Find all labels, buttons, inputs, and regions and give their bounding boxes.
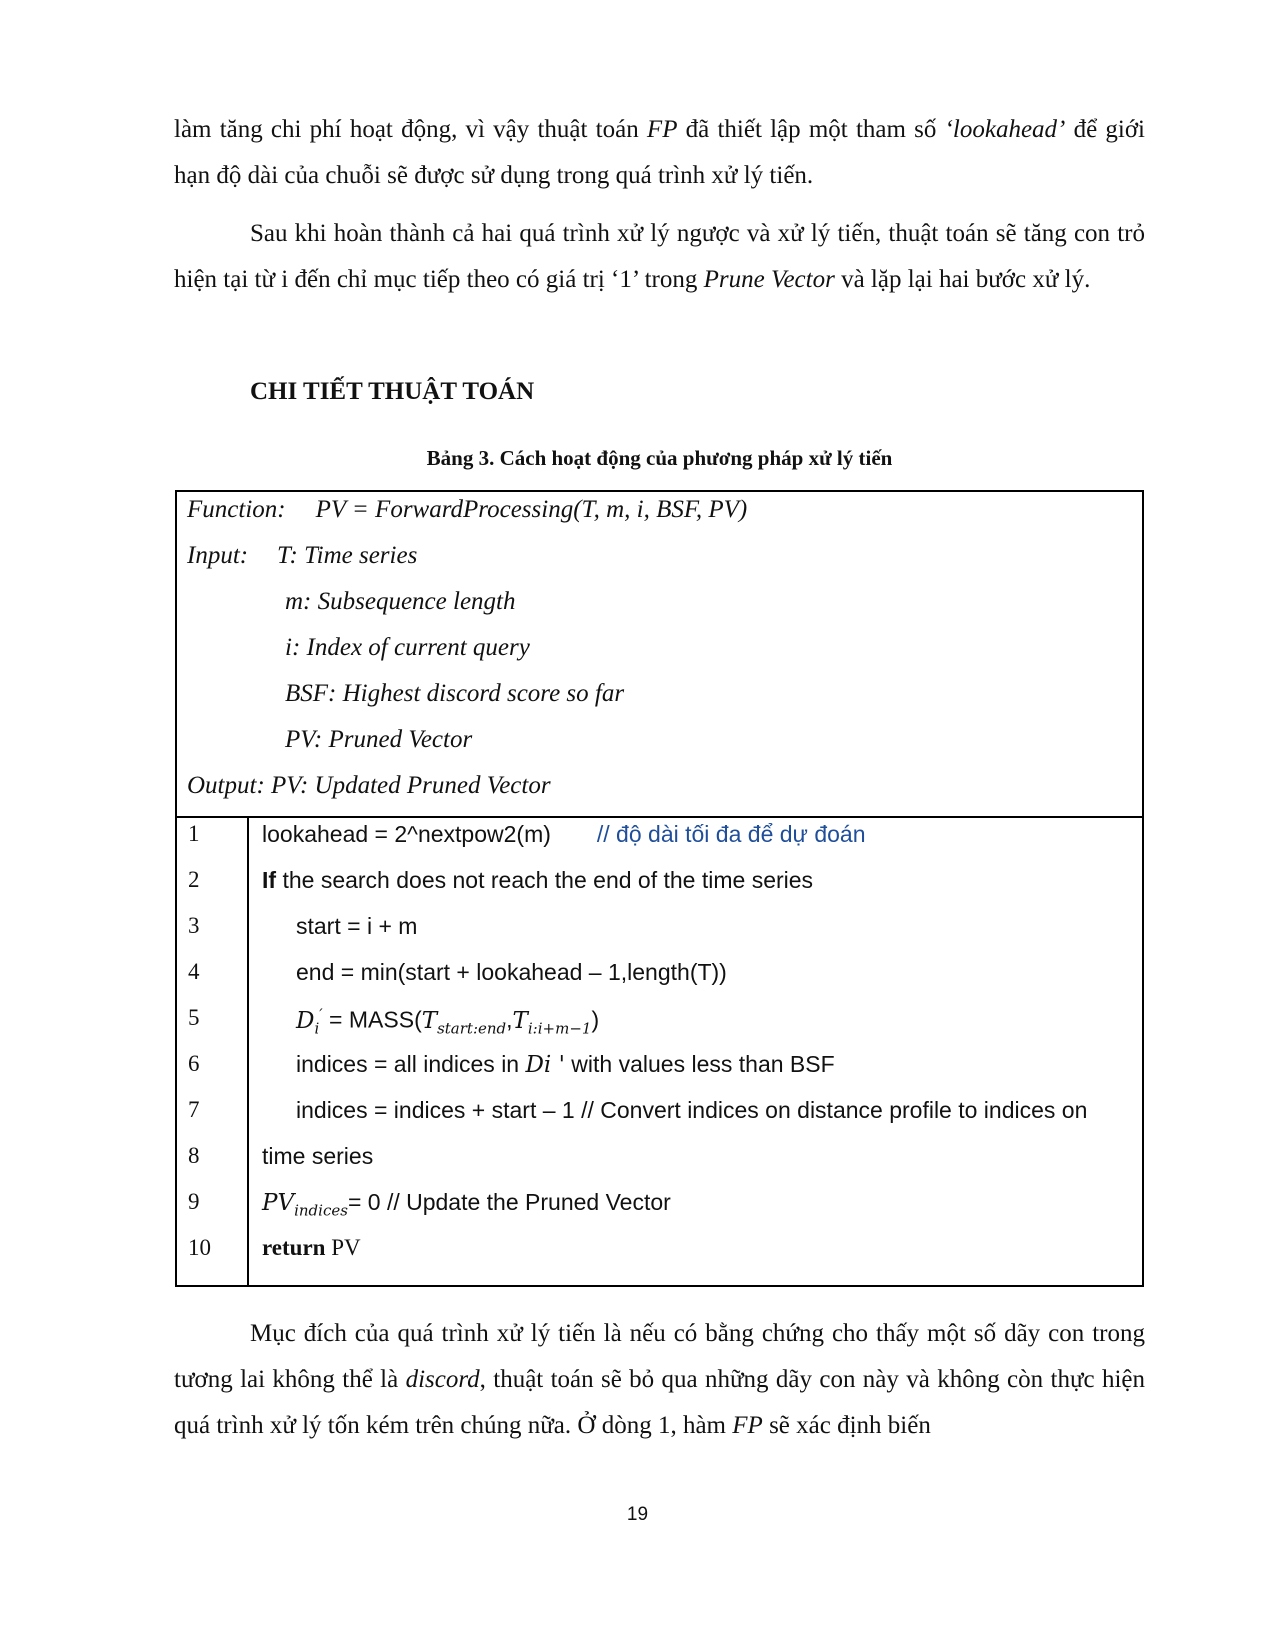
input-item: T: Time series bbox=[277, 542, 418, 569]
page-number: 19 bbox=[626, 1504, 649, 1525]
discord-term: discord bbox=[405, 1366, 480, 1393]
text-span: đã thiết lập một tham số bbox=[677, 116, 945, 143]
algorithm-header bbox=[177, 492, 1142, 818]
code-text: = 0 // Update the Pruned Vector bbox=[347, 1189, 671, 1215]
math-t-range bbox=[421, 1007, 507, 1038]
math-pv bbox=[262, 1190, 348, 1220]
code-text: lookahead = 2^nextpow2(m) bbox=[262, 821, 551, 847]
line-number-column bbox=[177, 816, 249, 1285]
math-symbol: PV bbox=[262, 1190, 295, 1216]
text-span: Sau khi hoàn thành cả hai quá trình xử lý ngược và xử lý tiến, thuật toán sẽ tăng con trỏ hiện tại từ i đến chỉ mục tiếp theo có giá trị ‘1’ trong bbox=[174, 220, 1145, 293]
line-number: 8 bbox=[188, 1143, 200, 1168]
code-text: = MASS( bbox=[322, 1006, 422, 1033]
math-t-query bbox=[512, 1007, 592, 1038]
math-di: Di ' bbox=[525, 1052, 565, 1078]
line-number: 3 bbox=[188, 913, 200, 938]
math-symbol: T bbox=[421, 1007, 438, 1034]
code-text: indices = all indices in bbox=[296, 1051, 526, 1077]
math-d bbox=[296, 1005, 323, 1038]
code-text: , bbox=[506, 1006, 513, 1033]
code-line-9 bbox=[262, 1189, 671, 1220]
code-line-6 bbox=[296, 1051, 835, 1078]
math-symbol: T bbox=[512, 1007, 528, 1034]
text-span: Mục đích của quá trình xử lý tiến là nếu có bằng chứng cho thấy một số dãy con trong tương lai không thể là bbox=[174, 1320, 1145, 1393]
input-item: i: Index of current query bbox=[285, 634, 530, 661]
section-heading: CHI TIẾT THUẬT TOÁN bbox=[250, 378, 535, 405]
prune-vector-term: Prune Vector bbox=[703, 266, 835, 293]
input-item: BSF: Highest discord score so far bbox=[285, 680, 625, 707]
input-label: Input: bbox=[187, 542, 249, 569]
keyword-if: If bbox=[262, 867, 277, 893]
outro-paragraph bbox=[174, 1311, 1145, 1449]
text-span: làm tăng chi phí hoạt động, vì vậy thuật toán bbox=[174, 116, 647, 143]
code-line-1 bbox=[262, 821, 866, 848]
line-number: 6 bbox=[188, 1051, 200, 1076]
table-caption: Bảng 3. Cách hoạt động của phương pháp xử lý tiến bbox=[426, 446, 893, 470]
text-span: sẽ xác định biến bbox=[762, 1412, 931, 1439]
code-text: PV bbox=[325, 1235, 361, 1260]
algorithm-table bbox=[175, 490, 1144, 1287]
intro-paragraph-2 bbox=[174, 211, 1145, 303]
line-number: 7 bbox=[188, 1097, 200, 1122]
text-span: để giới hạn độ dài của chuỗi sẽ được sử dụng trong quá trình xử lý tiến. bbox=[174, 116, 1145, 189]
code-line-10 bbox=[262, 1235, 361, 1261]
function-label: Function: bbox=[187, 496, 286, 523]
keyword-return: return bbox=[262, 1235, 326, 1260]
math-subscript: i bbox=[314, 1019, 320, 1038]
code-line-5 bbox=[296, 1005, 599, 1037]
code-text: with values less than BSF bbox=[564, 1051, 835, 1077]
code-text: the search does not reach the end of the time series bbox=[276, 867, 814, 893]
math-subscript: indices bbox=[294, 1201, 348, 1220]
code-comment: // độ dài tối đa để dự đoán bbox=[596, 821, 866, 847]
output-line: Output: PV: Updated Pruned Vector bbox=[187, 772, 551, 799]
lookahead-term: ‘lookahead’ bbox=[944, 116, 1066, 143]
input-item: PV: Pruned Vector bbox=[285, 726, 473, 753]
fp-term: FP bbox=[732, 1412, 763, 1439]
line-number: 1 bbox=[188, 821, 200, 846]
code-line-3: start = i + m bbox=[296, 913, 418, 939]
line-number: 4 bbox=[188, 959, 200, 984]
intro-paragraph-1 bbox=[174, 107, 1145, 199]
input-item: m: Subsequence length bbox=[285, 588, 516, 615]
function-line bbox=[187, 496, 747, 524]
code-line-8: time series bbox=[262, 1143, 374, 1169]
math-subscript: i:i+m−1 bbox=[527, 1019, 592, 1038]
code-line-2 bbox=[262, 867, 813, 894]
line-number: 2 bbox=[188, 867, 200, 892]
code-line-4: end = min(start + lookahead – 1,length(T)) bbox=[296, 959, 727, 985]
line-number: 9 bbox=[188, 1189, 200, 1214]
code-text: ) bbox=[591, 1006, 600, 1033]
code-line-7: indices = indices + start – 1 // Convert indices on distance profile to indices on bbox=[296, 1097, 1088, 1123]
text-span: và lặp lại hai bước xử lý. bbox=[834, 266, 1091, 293]
fp-term: FP bbox=[646, 116, 678, 143]
algorithm-body bbox=[177, 816, 1142, 1285]
line-number: 10 bbox=[188, 1235, 211, 1260]
text-span: , thuật toán sẽ bỏ qua những dãy con này và không còn thực hiện quá trình xử lý tốn kém trên chúng nữa. Ở dòng 1, hàm bbox=[174, 1366, 1145, 1439]
math-subscript: start:end bbox=[437, 1019, 507, 1038]
function-signature: PV = ForwardProcessing(T, m, i, BSF, PV) bbox=[315, 496, 748, 523]
math-symbol: D bbox=[296, 1007, 315, 1034]
line-number: 5 bbox=[188, 1005, 200, 1030]
math-superscript: ′ bbox=[319, 1005, 323, 1023]
